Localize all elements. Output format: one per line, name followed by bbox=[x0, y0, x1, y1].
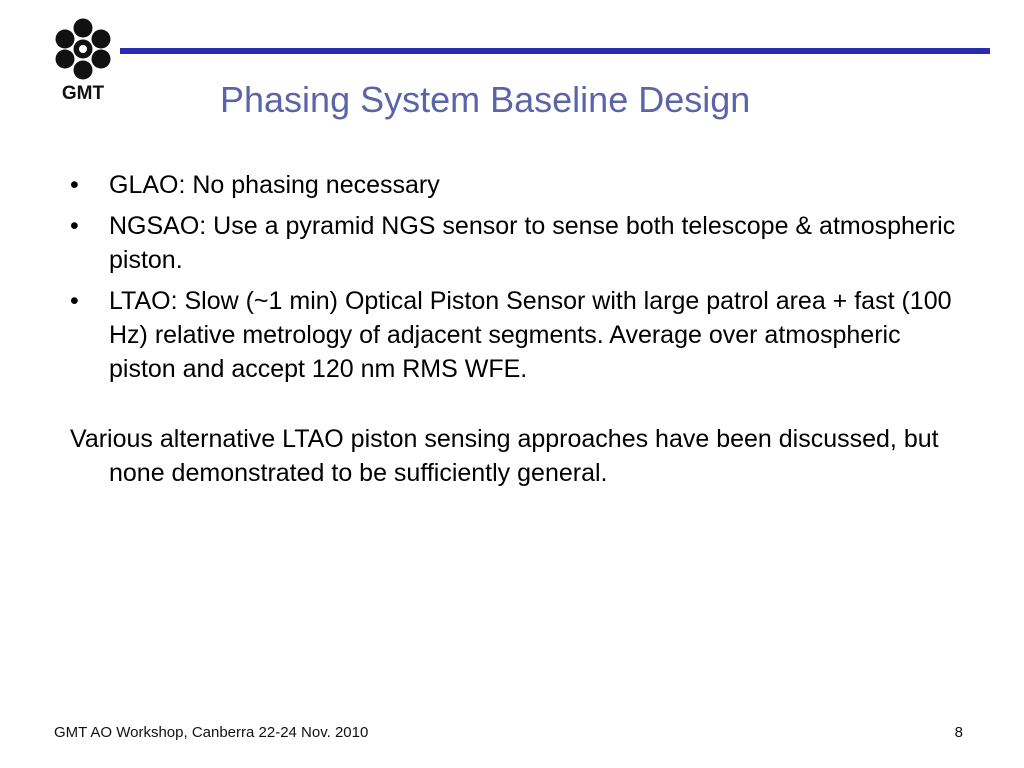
footer-text: GMT AO Workshop, Canberra 22-24 Nov. 2010 bbox=[54, 724, 369, 741]
page-number: 8 bbox=[954, 724, 963, 741]
gmt-logo bbox=[50, 16, 116, 106]
seven-circle-mirror-icon bbox=[50, 16, 116, 82]
logo-text: GMT bbox=[61, 83, 105, 104]
bullet-icon: • bbox=[70, 171, 79, 199]
bullet-text: LTAO: Slow (~1 min) Optical Piston Sensor with large patrol area + fast (100 Hz) relative metrology of adjacent segments. Average over atmospheric piston and accept 120 nm RMS WFE. bbox=[109, 287, 952, 383]
bullet-item bbox=[70, 209, 970, 277]
bullet-text: NGSAO: Use a pyramid NGS sensor to sense both telescope & atmospheric piston. bbox=[109, 212, 956, 274]
bullet-item bbox=[70, 168, 970, 202]
bullet-text: GLAO: No phasing necessary bbox=[109, 171, 440, 199]
bullet-item bbox=[70, 284, 970, 386]
bullet-icon: • bbox=[70, 212, 79, 240]
slide-content bbox=[70, 168, 970, 490]
slide-title: Phasing System Baseline Design bbox=[220, 79, 751, 120]
bullet-list bbox=[70, 168, 970, 386]
title-rule bbox=[120, 48, 990, 54]
bullet-icon: • bbox=[70, 287, 79, 315]
body-paragraph: Various alternative LTAO piston sensing approaches have been discussed, but none demonstrated to be sufficiently general. bbox=[70, 425, 939, 487]
